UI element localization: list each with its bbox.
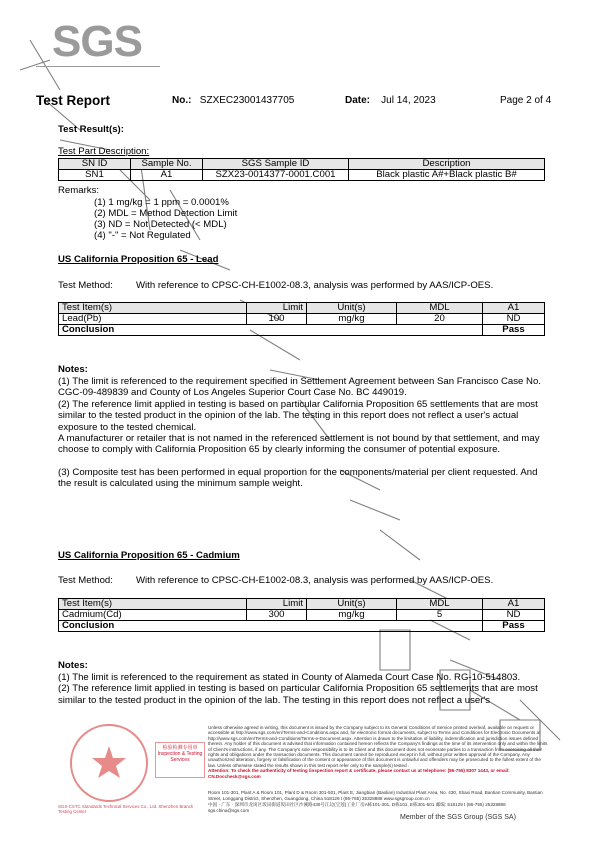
column-header: SN ID (59, 159, 131, 170)
conclusion-value: Pass (483, 325, 545, 336)
table-row (59, 610, 545, 621)
column-header: Sample No. (131, 159, 203, 170)
table-header-row (59, 303, 545, 314)
table-cell: SN1 (59, 170, 131, 181)
note-spacer (58, 456, 546, 467)
remarks-heading: Remarks: (58, 185, 100, 196)
page-number: Page 2 of 4 (500, 95, 552, 106)
report-number (172, 95, 294, 107)
cadmium-method-text: With reference to CPSC-CH-E1002-08.3, analysis was performed by AAS/ICP-OES. (136, 575, 494, 586)
test-result-heading: Test Result(s): (58, 124, 124, 135)
note-item: (2) The reference limit applied in testing is based on particular California Proposition 65 settlements that are most similar to the tested product in the opinion of the lab. The testing in this report does not reflect a user's actual exposure to the tested chemical. (58, 398, 538, 433)
report-number-label: No.: (172, 95, 192, 106)
list-item: (4) "-" = Not Regulated (94, 230, 191, 241)
report-number-value: SZXEC23001437705 (199, 95, 295, 106)
column-header: Limit (247, 599, 307, 610)
report-date (345, 95, 436, 107)
lead-notes-heading: Notes: (58, 364, 88, 375)
note-item: A manufacturer or retailer that is not named in the referenced settlement is not bound by that settlement, and may choose to comply with California Proposition 65 by clearly informing the consumer of potential exposure. (58, 433, 540, 456)
table-cell: 5 (397, 610, 483, 621)
lead-notes (58, 376, 546, 490)
table-cell: ND (483, 314, 545, 325)
company-seal (70, 724, 148, 802)
seal-text: SGS-CSTC Standards Technical Services Co., Ltd. Shenzhen Branch Testing Center (58, 804, 194, 815)
logo-divider (36, 66, 160, 67)
table-cell: 300 (247, 610, 307, 621)
table-cell: 100 (247, 314, 307, 325)
conclusion-label: Conclusion (59, 621, 483, 632)
table-cell: mg/kg (307, 314, 397, 325)
list-item: (2) MDL = Method Detection Limit (94, 208, 238, 219)
column-header: Unit(s) (307, 303, 397, 314)
address-chinese: 中国 · 广东 · 深圳市龙岗区坂田街道坂田社区沙溪路430号江边(宝莲)工业厂房A栋101-301, D栋101, E栋301-501 邮编: 518129 t (86-755) 25328888 sgs.china@sgs.com (208, 802, 506, 813)
authenticity-notice: Attention: To check the authenticity of testing /inspection report & certificate, please contact us at telephone: (86-755) 8307 1443, or email: CN.Doccheck@sgs.com (208, 768, 510, 779)
table-cell: ND (483, 610, 545, 621)
footer-disclaimer (208, 725, 548, 779)
column-header: A1 (483, 303, 545, 314)
table-cell: Cadmium(Cd) (59, 610, 247, 621)
part-description-heading: Test Part Description: (58, 146, 150, 157)
note-item: (1) The limit is referenced to the requirement as stated in County of Alameda Court Case No. RG-10-514803. (58, 672, 521, 683)
conclusion-label: Conclusion (59, 325, 483, 336)
inspection-stamp-text: 检验检测专用章 Inspection & Testing Services (157, 745, 203, 763)
table-cell: SZX23-0014377-0001.C001 (203, 170, 349, 181)
table-cell: 20 (397, 314, 483, 325)
table-header-row (59, 159, 545, 170)
table-cell: A1 (131, 170, 203, 181)
footer-address (208, 790, 548, 814)
table-cell: mg/kg (307, 610, 397, 621)
list-item: (3) ND = Not Detected (< MDL) (94, 219, 227, 230)
cadmium-results-table (58, 598, 545, 632)
cadmium-notes-heading: Notes: (58, 660, 88, 671)
note-item: (1) The limit is referenced to the requirement specified in Settlement Agreement between San Francisco Case No. CGC-09-489839 and County of Los Angeles Superior Court Case No. BC 449019. (58, 376, 541, 399)
table-header-row (59, 599, 545, 610)
cadmium-method-label: Test Method: (58, 575, 113, 586)
note-item: (3) Composite test has been performed in equal proportion for the components/material per client requested. And the result is calculated using the minimum sample weight. (58, 466, 538, 490)
lead-method-text: With reference to CPSC-CH-E1002-08.3, analysis was performed by AAS/ICP-OES. (136, 280, 494, 291)
list-item: (1) 1 mg/kg = 1 ppm = 0.0001% (94, 197, 229, 208)
disclaimer-text: Unless otherwise agreed in writing, this document is issued by the Company subject to its General Conditions of Service printed overleaf, available on request or accessible at http://www.sgs.com/en/Terms-and-Conditions.aspx and, for electronic format documents, subject to Terms and Conditions for Electronic Documents at http://www.sgs.com/en/Terms-and-Conditions/Terms-e-Document.aspx. Attention is drawn to the limitation of liability, indemnification and jurisdiction issues defined therein. Any holder of this document is advised that information contained hereon reflects the Company's findings at the time of its intervention only and within the limits of Client's instructions, if any. The Company's sole responsibility is to its Client and this document does not exonerate parties to a transaction from exercising all their rights and obligations under the transaction documents. This document cannot be reproduced except in full, without prior written approval of the Company. Any unauthorized alteration, forgery or falsification of the content or appearance of this document is unlawful and offenders may be prosecuted to the fullest extent of the law. Unless otherwise stated the results shown in this test report refer only to the sample(s) tested . (208, 725, 548, 768)
lead-results-table (58, 302, 545, 336)
column-header: Test Item(s) (59, 599, 247, 610)
lead-section-heading: US California Proposition 65 - Lead (58, 254, 219, 265)
column-header: SGS Sample ID (203, 159, 349, 170)
cadmium-section-heading: US California Proposition 65 - Cadmium (58, 550, 240, 561)
table-cell: Black plastic A#+Black plastic B# (349, 170, 545, 181)
column-header: MDL (397, 303, 483, 314)
conclusion-row (59, 325, 545, 336)
column-header: A1 (483, 599, 545, 610)
column-header: Limit (247, 303, 307, 314)
column-header: Test Item(s) (59, 303, 247, 314)
table-row (59, 314, 545, 325)
conclusion-value: Pass (483, 621, 545, 632)
address-english: Room 101-301, Plant A & Room 101, Plant D & Room 301-501, Plant E, Jiangbian (Baolian) Industrial Plant Area, No. 430, Shaxi Road, Bantian Community, Bantian Street, Longgang District, Shenzhen, Guangdong, China 518129 t (86-755) 25328888 www.sgsgroup.com.cn (208, 790, 543, 801)
sgs-logo: SGS (52, 17, 142, 66)
table-row (59, 170, 545, 181)
table-cell: Lead(Pb) (59, 314, 247, 325)
cadmium-notes (58, 672, 546, 706)
column-header: MDL (397, 599, 483, 610)
report-date-label: Date: (345, 95, 371, 106)
report-title: Test Report (36, 93, 111, 108)
remarks-list (94, 197, 237, 241)
part-description-table (58, 158, 545, 181)
column-header: Unit(s) (307, 599, 397, 610)
note-item: (2) The reference limit applied in testing is based on particular California Proposition 65 settlements that are most similar to the tested product in the opinion of the lab. The testing in this report does not reflect a user's (58, 683, 538, 706)
conclusion-row (59, 621, 545, 632)
column-header: Description (349, 159, 545, 170)
sgs-membership: Member of the SGS Group (SGS SA) (400, 814, 516, 821)
report-date-value: Jul 14, 2023 (381, 95, 436, 106)
star-icon (72, 726, 146, 800)
lead-method-label: Test Method: (58, 280, 113, 291)
